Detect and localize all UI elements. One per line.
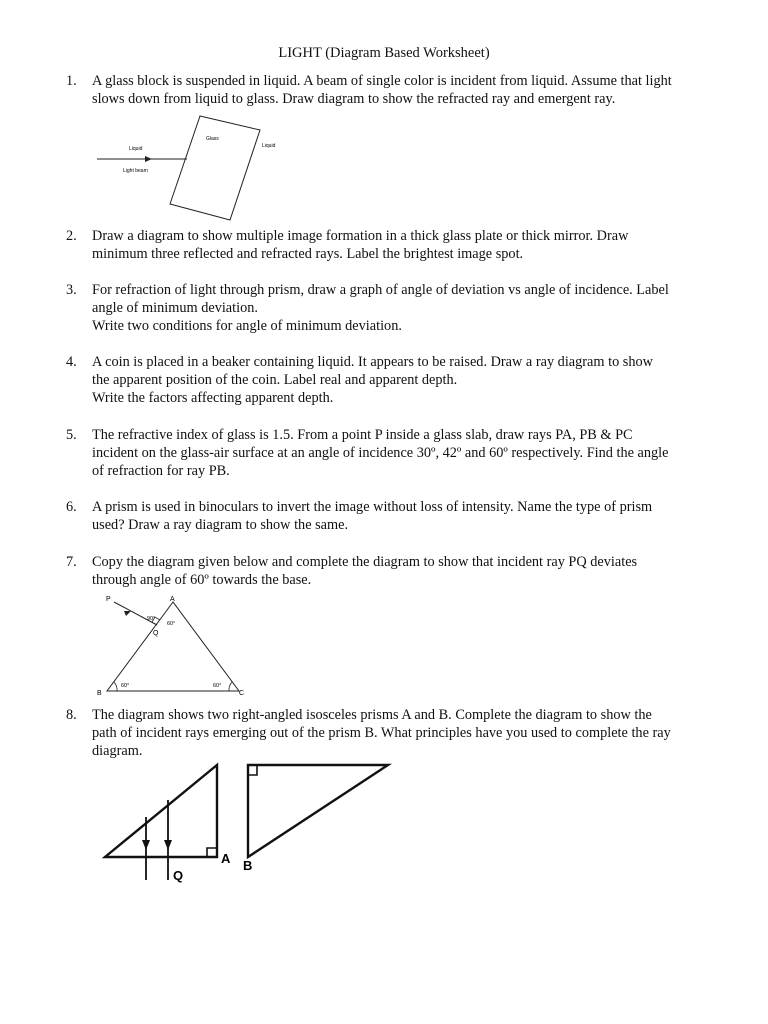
question-8 — [66, 706, 736, 760]
question-line: of refraction for ray PB. — [92, 463, 230, 479]
question-line: The diagram shows two right-angled isosceles prisms A and B. Complete the diagram to show the — [92, 707, 652, 723]
point-Q-label: Q — [173, 868, 184, 883]
question-number: 8. — [66, 707, 77, 723]
question-line: the apparent position of the coin. Label real and apparent depth. — [92, 372, 458, 388]
question-number: 2. — [66, 228, 77, 244]
question-4 — [66, 353, 736, 407]
question-line: minimum three reflected and refracted rays. Label the brightest image spot. — [92, 246, 524, 262]
prism-diagram — [95, 592, 255, 702]
angle-arc-right — [229, 682, 232, 691]
question-line: Write the factors affecting apparent depth. — [92, 390, 334, 406]
question-7 — [66, 553, 736, 589]
prism-B-label: B — [243, 858, 253, 873]
question-line: angle of minimum deviation. — [92, 300, 258, 316]
light-beam-label: Light beam — [123, 168, 148, 174]
prism-triangle — [107, 602, 239, 691]
glass-label: Glass — [206, 136, 219, 142]
question-line: used? Draw a ray diagram to show the same. — [92, 517, 349, 533]
question-number: 7. — [66, 554, 77, 570]
right-angle-mark-B — [248, 765, 257, 775]
question-line: slows down from liquid to glass. Draw diagram to show the refracted ray and emergent ray. — [92, 91, 616, 107]
prism-B — [248, 765, 388, 857]
vertex-A-label: A — [170, 596, 175, 603]
question-number: 6. — [66, 499, 77, 515]
question-number: 1. — [66, 73, 77, 89]
question-3 — [66, 281, 736, 335]
question-line: A coin is placed in a beaker containing liquid. It appears to be raised. Draw a ray diagram to show — [92, 354, 653, 370]
right-angle-mark-A — [207, 848, 217, 857]
arrow-icon — [124, 611, 131, 616]
prism-A-label: A — [221, 851, 231, 866]
angle-60-left-label: 60° — [121, 683, 130, 689]
glass-block-diagram — [90, 112, 290, 222]
question-5 — [66, 426, 736, 480]
point-Q-label: Q — [153, 630, 159, 637]
point-P-label: P — [106, 596, 111, 603]
worksheet-title: LIGHT (Diagram Based Worksheet) — [278, 45, 490, 61]
question-line: Write two conditions for angle of minimum deviation. — [92, 318, 402, 334]
vertex-C-label: C — [239, 690, 245, 697]
question-number: 5. — [66, 427, 77, 443]
question-line: Draw a diagram to show multiple image formation in a thick glass plate or thick mirror. Draw — [92, 228, 629, 244]
question-line: through angle of 60º towards the base. — [92, 572, 312, 588]
question-6 — [66, 498, 736, 534]
question-line: Copy the diagram given below and complete the diagram to show that incident ray PQ deviates — [92, 554, 638, 570]
question-line: A glass block is suspended in liquid. A beam of single color is incident from liquid. Assume that light — [92, 73, 672, 89]
prism-A — [105, 765, 217, 857]
question-number: 3. — [66, 282, 77, 298]
question-2 — [66, 227, 736, 263]
liquid-right-label: Liquid — [262, 143, 276, 149]
question-line: diagram. — [92, 743, 143, 759]
question-line: For refraction of light through prism, draw a graph of angle of deviation vs angle of incidence. Label — [92, 282, 669, 298]
glass-block — [170, 116, 260, 220]
question-line: path of incident rays emerging out of the prism B. What principles have you used to complete the ray — [92, 725, 671, 741]
arrow-down-icon — [142, 840, 150, 850]
question-1 — [66, 72, 736, 108]
arrow-right-icon — [145, 156, 152, 162]
question-line: The refractive index of glass is 1.5. From a point P inside a glass slab, draw rays PA, PB & PC — [92, 427, 633, 443]
liquid-left-label: Liquid — [129, 146, 143, 152]
vertex-B-label: B — [97, 690, 102, 697]
angle-60-top-label: 60° — [167, 621, 176, 627]
two-prisms-diagram — [93, 760, 393, 890]
angle-90-label: 90° — [147, 616, 156, 622]
arrow-down-icon — [164, 840, 172, 850]
angle-arc-left — [114, 682, 117, 691]
question-line: A prism is used in binoculars to invert the image without loss of intensity. Name the type of prism — [92, 499, 653, 515]
question-line: incident on the glass-air surface at an angle of incidence 30º, 42º and 60º respectively. Find the angle — [92, 445, 669, 461]
angle-60-right-label: 60° — [213, 683, 222, 689]
question-number: 4. — [66, 354, 77, 370]
